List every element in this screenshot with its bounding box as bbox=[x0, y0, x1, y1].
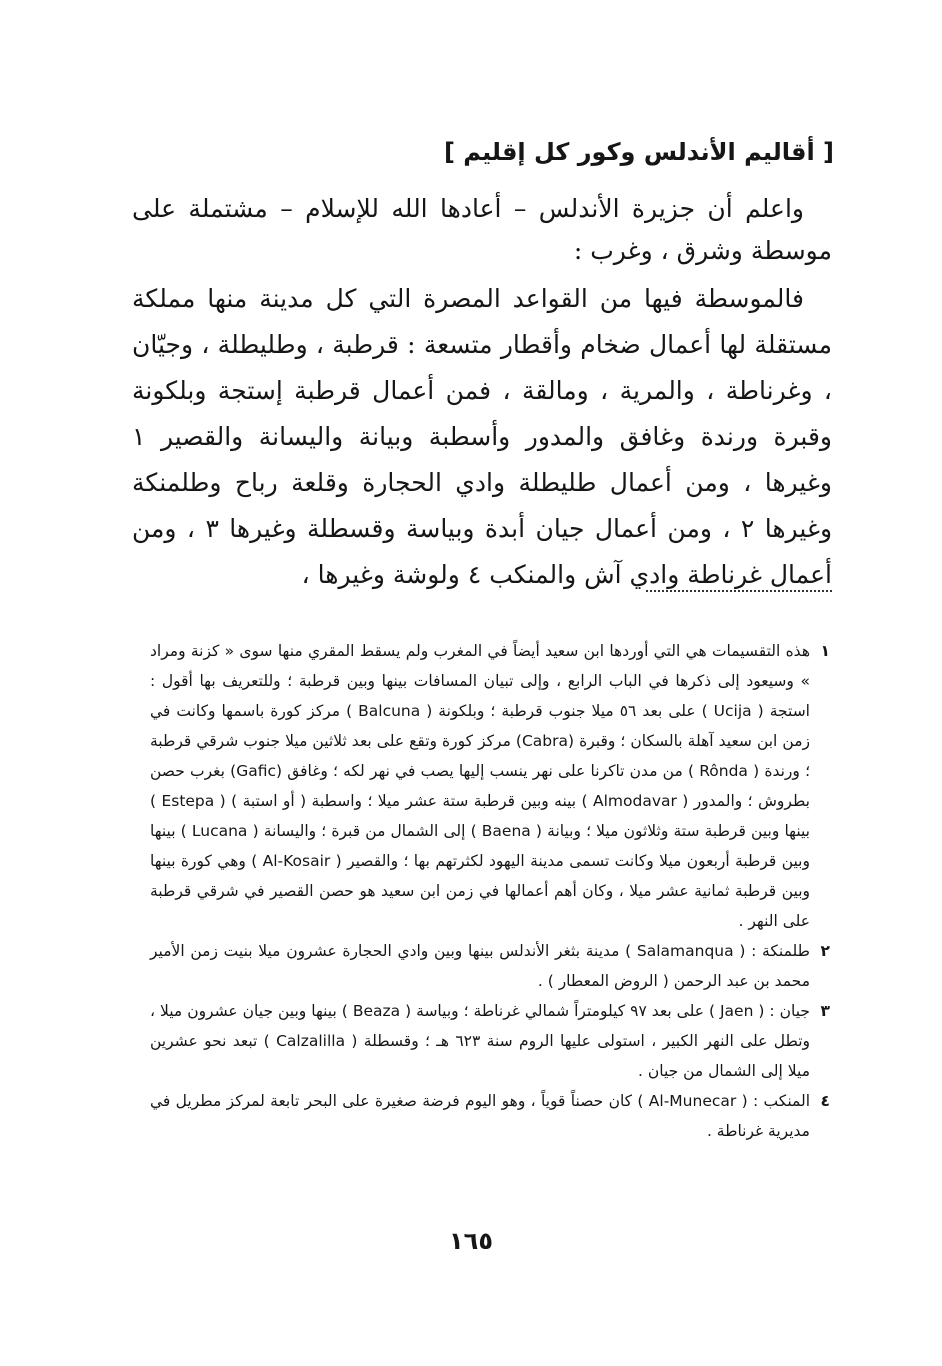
footnote-3 bbox=[150, 996, 830, 1086]
main-text bbox=[132, 188, 832, 598]
footnote-1 bbox=[150, 636, 830, 936]
footnote-number: ٤ bbox=[820, 1092, 830, 1110]
footnote-text: جيان : ( Jaen ) على بعد ٩٧ كيلومتراً شمالي غرناطة ؛ وبياسة ( Beaza ) بينها وبين جيان عشرون ميلا ، وتطل على النهر الكبير ، استولى عليها الروم سنة ٦٢٣ هـ ؛ وقسطلة ( Calzalilla ) تبعد نحو عشرين ميلا إلى الشمال من جيان . bbox=[150, 1002, 811, 1080]
footnote-text: المنكب : ( Al-Munecar ) كان حصناً قوياً ، وهو اليوم فرضة صغيرة على البحر تابعة لمركز مطريل في مديرية غرناطة . bbox=[150, 1092, 810, 1140]
footnote-text: هذه التقسيمات هي التي أوردها ابن سعيد أيضاً في المغرب ولم يسقط المقري منها سوى « كزنة ومراد » وسيعود إلى ذكرها في الباب الرابع ، وإلى تبيان المسافات بينها وبين قرطبة ؛ وللتعريف بها أقول : استجة ( Ucija ) على بعد ٥٦ ميلا جنوب قرطبة ؛ وبلكونة ( Balcuna ) مركز كورة باسمها وكانت في زمن ابن سعيد آهلة بالسكان ؛ وقبرة (Cabra) مركز كورة وتقع على بعد ثلاثين ميلا جنوب شرقي قرطبة ؛ ورندة ( Rônda ) من مدن تاكرنا على نهر ينسب إليها يصب في نهر لكه ؛ وغافق (Gafic) بغرب حصن بطروش ؛ والمدور ( Almodavar ) بينه وبين قرطبة ستة عشر ميلا ؛ واسطبة ( أو استبة ) ( Estepa ) بينها وبين قرطبة ستة وثلاثون ميلا ؛ وبيانة ( Baena ) إلى الشمال من قبرة ؛ واليسانة ( Lucana ) بينها وبين قرطبة أربعون ميلا وكانت تسمى مدينة اليهود لكثرتهم بها ؛ والقصير ( Al-Kosair ) وهي كورة بينها وبين قرطبة ثمانية عشر ميلا ، وكان أهم أعمالها في زمن ابن سعيد هو حصن القصير في شرقي قرطبة على النهر . bbox=[150, 642, 810, 930]
paragraph-intro: واعلم أن جزيرة الأندلس – أعادها الله للإسلام – مشتملة على موسطة وشرق ، وغرب : bbox=[132, 194, 832, 265]
footnote-number: ١ bbox=[820, 642, 830, 660]
footnote-number: ٣ bbox=[820, 1002, 830, 1020]
footnotes bbox=[150, 636, 830, 1146]
section-heading: [ أقاليم الأندلس وكور كل إقليم ] bbox=[443, 138, 834, 166]
footnote-4 bbox=[150, 1086, 830, 1146]
page-number: ١٦٥ bbox=[449, 1227, 493, 1255]
footnote-separator bbox=[646, 590, 832, 592]
footnote-text: طلمنكة : ( Salamanqua ) مدينة بثغر الأندلس بينها وبين وادي الحجارة عشرون ميلا بنيت زمن الأمير محمد بن عبد الرحمن ( الروض المعطار ) . bbox=[150, 942, 810, 990]
paragraph-regions: فالموسطة فيها من القواعد المصرة التي كل مدينة منها مملكة مستقلة لها أعمال ضخام وأقطار متسعة : قرطبة ، وطليطلة ، وجيّان ، وغرناطة ، والمرية ، ومالقة ، فمن أعمال قرطبة إستجة وبلكونة وقبرة ورندة وغافق والمدور وأسطبة وبيانة واليسانة والقصير ١ وغيرها ، ومن أعمال طليطلة وادي الحجارة وقلعة رباح وطلمنكة وغيرها ٢ ، ومن أعمال جيان أبدة وبياسة وقسطلة وغيرها ٣ ، ومن أعمال غرناطة وادي آش والمنكب ٤ ولوشة وغيرها ، bbox=[132, 284, 833, 589]
footnote-number: ٢ bbox=[820, 942, 830, 960]
footnote-2 bbox=[150, 936, 830, 996]
